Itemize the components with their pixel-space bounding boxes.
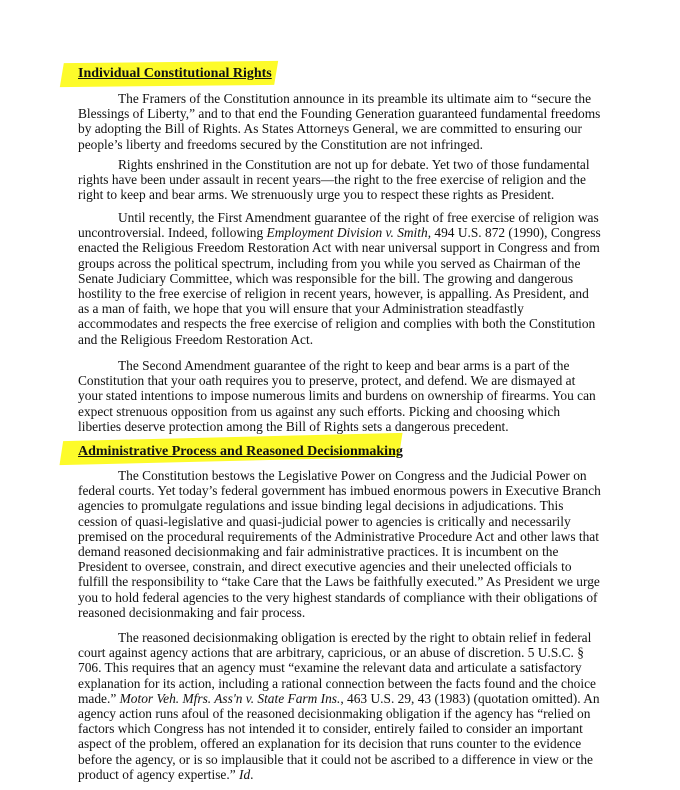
paragraph: Rights enshrined in the Constitution are not up for debate. Yet two of those fundamental rights have been under assault in recent years—the right to the free exercise of religion and the right to keep and bear arms. We strenuously urge you to respect these rights as President. <box>78 157 590 203</box>
case-citation: Motor Veh. Mfrs. Ass'n v. State Farm Ins. <box>119 690 341 706</box>
paragraph: The Second Amendment guarantee of the right to keep and bear arms is a part of the Constitution that your oath requires you to preserve, protect, and defend. We are dismayed at your stated intentions to impose numerous limits and burdens on ownership of firearms. You can expect strenuous opposition from us against any such efforts. Picking and choosing which liberties deserve protection among the Bill of Rights sets a dangerous precedent. <box>78 358 596 434</box>
paragraph: Until recently, the First Amendment guarantee of the right of free exercise of religion was uncontroversial. Indeed, following Employment Division v. Smith, 494 U.S. 872 (1990), Congress enacted the Religious Freedom Restoration Act with near universal support in Congress and from groups across the political spectrum, including from you while you served as Chairman of the Senate Judiciary Committee, which was responsible for the bill. The growing and dangerous hostility to the free exercise of religion in recent years, however, is appalling. As President, and as a man of faith, we hope that you will ensure that your Administration steadfastly accommodates and respects the free exercise of religion and complies with both the Constitution and the Religious Freedom Restoration Act. <box>78 210 601 347</box>
id-citation: Id <box>239 766 251 782</box>
paragraph: The reasoned decisionmaking obligation is erected by the right to obtain relief in federal court against agency actions that are arbitrary, capricious, or an abuse of discretion. 5 U.S.C. § 706. This requires that an agency must “examine the relevant data and articulate a satisfactory explanation for its action, including a rational connection between the facts found and the choice made.” Motor Veh. Mfrs. Ass'n v. State Farm Ins., 463 U.S. 29, 43 (1983) (quotation omitted). An agency action runs afoul of the reasoned decisionmaking obligation if the agency has “relied on factors which Congress has not intended it to consider, entirely failed to consider an important aspect of the problem, offered an explanation for its decision that runs counter to the evidence before the agency, or is so implausible that it could not be ascribed to a difference in view or the product of agency expertise.” Id. <box>78 630 600 782</box>
paragraph: The Constitution bestows the Legislative Power on Congress and the Judicial Power on federal courts. Yet today’s federal government has imbued enormous powers in Executive Branch agencies to promulgate regulations and issue binding legal decisions in adjudications. This cession of quasi-legislative and quasi-judicial power to agencies is critically and necessarily premised on the procedural requirements of the Administrative Procedure Act and other laws that demand reasoned decisionmaking and fair administrative practices. It is incumbent on the President to oversee, constrain, and direct executive agencies and their unelected officials to fulfill the responsibility to “take Care that the Laws be faithfully executed.” As President we urge you to hold federal agencies to the very highest standards of compliance with their obligations of reasoned decisionmaking and fair process. <box>78 468 601 620</box>
section-heading-administrative-process: Administrative Process and Reasoned Decisionmaking <box>78 444 403 459</box>
paragraph: The Framers of the Constitution announce in its preamble its ultimate aim to “secure the Blessings of Liberty,” and to that end the Founding Generation guaranteed fundamental freedoms by adopting the Bill of Rights. As States Attorneys General, we are committed to ensuring our people’s liberty and freedoms secured by the Constitution are not infringed. <box>78 91 601 152</box>
section-heading-individual-rights: Individual Constitutional Rights <box>78 66 272 81</box>
case-citation: Employment Division v. Smith <box>266 225 428 241</box>
